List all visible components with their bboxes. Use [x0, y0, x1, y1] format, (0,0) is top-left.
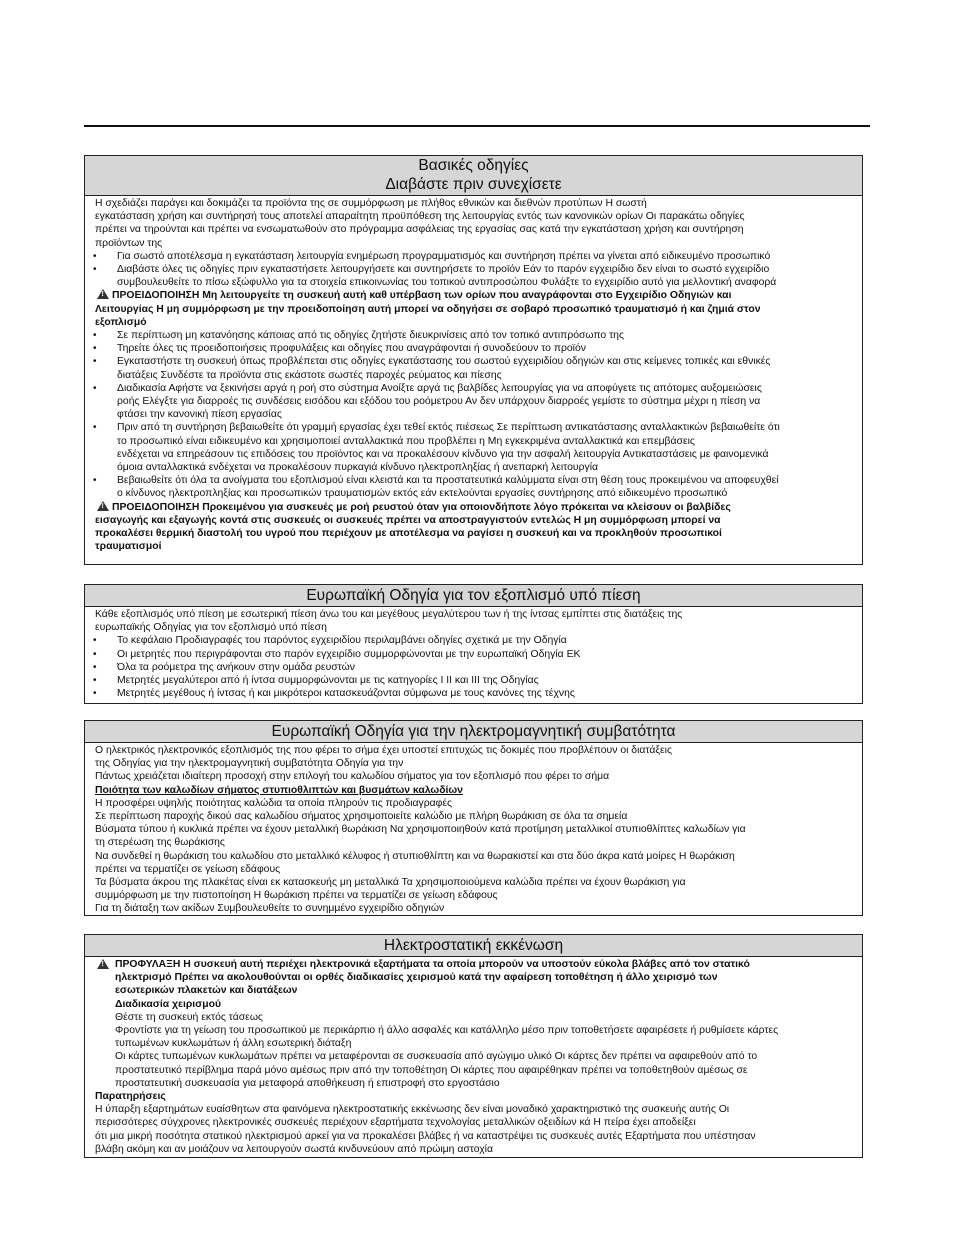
procedure-step: προστατευτική συσκευασία για μεταφορά αποθήκευση ή επιστροφή στο εργοστάσιο	[115, 1077, 500, 1089]
section-pressure-directive	[84, 584, 863, 704]
warning-block	[95, 501, 853, 554]
notes-line: ότι μια μικρή ποσότητα στατικού ηλεκτρισμού αρκεί για να προκαλέσει βλάβες ή να καταστρέψει τις συσκευές αυτές Εξαρτήματα που υπέστησαν	[95, 1130, 756, 1142]
procedure-step: Φροντίστε για τη γείωση του προσωπικού με περικάρπιο ή άλλο ασφαλές και κατάλληλο μέσο πριν τοποθετήσετε αφαιρέσετε ή ρυθμίσετε κάρτες	[115, 1025, 779, 1037]
section-esd	[84, 934, 863, 1158]
intro-line: Η σχεδιάζει παράγει και δοκιμάζει τα προϊόντα της σε συμμόρφωση με πλήθος εθνικών και διεθνών προτύπων Η σωστή	[95, 198, 647, 209]
section-basic-instructions	[84, 155, 863, 565]
paragraph-line: Βύσματα τύπου ή κυκλικά πρέπει να έχουν μεταλλική θωράκιση Να χρησιμοποιηθούν κατά προτίμηση μεταλλικοί στυπιοθλίπτες καλωδίων για	[95, 824, 746, 836]
intro-line: Κάθε εξοπλισμός υπό πίεση με εσωτερική πίεση άνω του και μεγέθους μεγαλύτερου των ή της ίντσας εμπίπτει στις διατάξεις της	[95, 609, 683, 620]
warning-text: εισαγωγής και εξαγωγής κοντά στις συσκευές οι συσκευές πρέπει να αποστραγγιστούν εντελώς Η μη συμμόρφωση μπορεί να	[95, 514, 721, 526]
warning-icon	[97, 501, 109, 511]
caution-icon	[97, 959, 109, 969]
list-item: • Το κεφάλαιο Προδιαγραφές του παρόντος εγχειριδίου περιλαμβάνει οδηγίες σχετικά με την Οδηγία	[95, 634, 853, 647]
list-item: • Μετρητές μεγαλύτεροι από ή ίντσα συμμορφώνονται με τις κατηγορίες I II και III της Οδηγίας	[95, 674, 853, 687]
list-item-text: ενδέχεται να επηρεάσουν τις επιδόσεις του προϊόντος και να προκαλέσουν κίνδυνο για την ασφαλή λειτουργία Αντικαταστάσεις με φαινομενικά	[117, 448, 769, 460]
list-item-text: συμβουλευθείτε το πίσω εξώφυλλο για τα στοιχεία επικοινωνίας του τοπικού αντιπροσώπου Φυλάξτε το εγχειρίδιο αυτό για μελλοντική αναφορά	[117, 277, 777, 289]
paragraph-line: Σε περίπτωση παροχής δικού σας καλωδίου σήματος χρησιμοποιείτε καλώδιο με πλήρη θωράκιση σε όλα τα σημεία	[95, 811, 628, 823]
section-body	[85, 607, 862, 703]
paragraph-line: Η προσφέρει υψηλής ποιότητας καλώδια τα οποία πληρούν τις προδιαγραφές	[95, 797, 453, 809]
caution-text: ΠΡΟΦΥΛΑΞΗ Η συσκευή αυτή περιέχει ηλεκτρονικά εξαρτήματα τα οποία μπορούν να υποστούν εύκολα βλάβες από τον στατικό	[115, 959, 750, 970]
warning-text: ΠΡΟΕΙΔΟΠΟΙΗΣΗ Προκειμένου για συσκευές με ροή ρευστού όταν για οποιονδήποτε λόγο πρόκειται να κλείσουν οι βαλβίδες	[112, 501, 731, 513]
list-item-text: • Σε περίπτωση μη κατανόησης κάποιας από τις οδηγίες ζητήστε διευκρινίσεις από τον τοπικό αντιπρόσωπο της	[117, 330, 624, 342]
caution-text: εσωτερικών πλακετών και διατάξεων	[115, 985, 298, 997]
warning-text: ΠΡΟΕΙΔΟΠΟΙΗΣΗ Μη λειτουργείτε τη συσκευή αυτή καθ υπέρβαση των ορίων που αναγράφονται στο Εγχειρίδιο Οδηγιών και	[112, 290, 732, 302]
list-item-text: ο κίνδυνος ηλεκτροπληξίας και προσωπικών τραυματισμών εκτός εάν εκτελούνται εργασίες συντήρησης από ειδικευμένο προσωπικό	[117, 488, 728, 500]
list-item: • Οι μετρητές που περιγράφονται στο παρόν εγχειρίδιο συμμορφώνονται με την ευρωπαϊκή Οδηγία ΕΚ	[95, 648, 853, 661]
list-item-text: • Εγκαταστήστε τη συσκευή όπως προβλέπεται στις οδηγίες εγκατάστασης του σωστού εγχειριδίου οδηγιών και στις κείμενες τοπικές και εθνικές	[117, 356, 771, 368]
list-item	[95, 263, 853, 289]
section-body	[85, 743, 862, 919]
section-body	[85, 957, 862, 1159]
paragraph-line: τη στερέωση της θωράκισης	[95, 837, 225, 849]
paragraph-line: Τα βύσματα άκρου της πλακέτας είναι εκ κατασκευής μη μεταλλικά Τα χρησιμοποιούμενα καλώδια πρέπει να έχουν θωράκιση για	[95, 877, 686, 889]
warning-text: τραυματισμοί	[95, 541, 162, 553]
list-item-text: διατάξεις Συνδέστε τα προϊόντα στις εκάστοτε σωστές παροχές ρεύματος και πίεσης	[117, 369, 502, 381]
list-item-text: • Για σωστό αποτέλεσμα η εγκατάσταση λειτουργία ενημέρωση προγραμματισμός και συντήρηση πρέπει να γίνεται από ειδικευμένο προσωπικό	[117, 250, 771, 262]
intro-line: ευρωπαϊκής Οδηγίας για τον εξοπλισμό υπό πίεση	[95, 622, 327, 634]
paragraph-line: Ο ηλεκτρικός ηλεκτρονικός εξοπλισμός της που φέρει το σήμα έχει υποστεί επιτυχώς τις δοκιμές που προβλέπουν οι διατάξεις	[95, 745, 672, 756]
paragraph-line: Για τη διάταξη των ακίδων Συμβουλευθείτε το συνημμένο εγχειρίδιο οδηγιών	[95, 903, 445, 915]
list-item: • Όλα τα ροόμετρα της ανήκουν στην ομάδα ρευστών	[95, 661, 853, 674]
paragraph-line: Να συνδεθεί η θωράκιση του καλωδίου στο μεταλλικό κέλυφος ή στυπιοθλίπτη και να θωρακιστεί και στα δύο άκρα κατά μοίρες Η θωράκιση	[95, 850, 735, 862]
section-header	[85, 156, 862, 196]
section-subtitle: Διαβάστε πριν συνεχίσετε	[385, 175, 562, 193]
list-item-text: • Βεβαιωθείτε ότι όλα τα ανοίγματα του εξοπλισμού είναι κλειστά και τα προστατευτικά καλύμματα είναι στη θέση τους προκειμένου να αποφευχθεί	[117, 475, 779, 487]
top-rule	[84, 125, 870, 127]
procedure-step: τυπωμένων κυκλωμάτων ή άλλη εσωτερική διάταξη	[115, 1038, 352, 1050]
list-item	[95, 421, 853, 474]
list-item: • Μετρητές μεγέθους ή ίντσας ή και μικρότεροι κατασκευάζονται σύμφωνα με τους κανόνες της τέχνης	[95, 687, 853, 700]
list-item-text: ροής Ελέγξτε για διαρροές τις συνδέσεις εισόδου και εξόδου του ροόμετρου Αν δεν υπάρχουν διαρροές γεμίστε το σύστημα μέχρι η πίεση να	[117, 396, 761, 408]
section-header: Ευρωπαϊκή Οδηγία για την ηλεκτρομαγνητική συμβατότητα	[85, 721, 862, 743]
procedure-step: προστατευτικό περίβλημα παρά μόνο αμέσως πριν από την τοποθέτηση Οι κάρτες που αφαιρέθηκαν πρέπει να τοποθετηθούν αμέσως σε	[115, 1064, 748, 1076]
paragraph-line: Πάντως χρειάζεται ιδιαίτερη προσοχή στην επιλογή του καλωδίου σήματος για τον εξοπλισμό που φέρει το σήμα	[95, 771, 610, 783]
procedure-steps	[95, 1011, 853, 1090]
notes-line: περισσότερες σύγχρονες ηλεκτρονικές συσκευές περιέχουν εξαρτήματα τεχνολογίας μεταλλικών οξειδίων κά Η πείρα έχει αποδείξει	[95, 1117, 696, 1129]
caution-block	[95, 958, 853, 1011]
warning-text: εξοπλισμό	[95, 316, 147, 328]
procedure-title: Διαδικασία χειρισμού	[115, 998, 222, 1010]
warning-block	[95, 289, 853, 329]
intro-line: προϊόντων της	[95, 237, 163, 249]
list-item-text: • Πριν από τη συντήρηση βεβαιωθείτε ότι γραμμή εργασίας έχει τεθεί εκτός πιέσεως Σε περίπτωση αντικατάστασης ανταλλακτικών βεβαιωθείτε ότι	[117, 422, 780, 434]
notes-title: Παρατηρήσεις	[95, 1091, 166, 1103]
caution-text: ηλεκτρισμό Πρέπει να ακολουθούνται οι ορθές διαδικασίες χειρισμού κατά την αφαίρεση τοποθέτηση ή άλλο χειρισμό των	[115, 972, 718, 984]
list-item-text: το προσωπικό είναι ειδικευμένο και χρησιμοποιεί ανταλλακτικά που προβλέπει η Μη εγκεκριμένα ανταλλακτικά και επεμβάσεις	[117, 435, 695, 447]
list-item-text: • Τηρείτε όλες τις προειδοποιήσεις προφυλάξεις και οδηγίες που αναγράφονται ή συνοδεύουν το προϊόν	[117, 343, 586, 355]
list-item	[95, 250, 853, 263]
paragraph-line: της Οδηγίας για την ηλεκτρομαγνητική συμβατότητα Οδηγία για την	[95, 758, 404, 770]
procedure-step: Θέστε τη συσκευή εκτός τάσεως	[115, 1011, 263, 1023]
subheading: Ποιότητα των καλωδίων σήματος στυπιοθλιπτών και βυσμάτων καλωδίων	[95, 784, 463, 796]
section-header: Ηλεκτροστατική εκκένωση	[85, 935, 862, 957]
list-item-text: • Διαβάστε όλες τις οδηγίες πριν εγκαταστήσετε λειτουργήσετε και συντηρήσετε το προϊόν Εάν το παρόν εγχειρίδιο δεν είναι το σωστό εγχειρίδιο	[117, 264, 770, 276]
paragraph-line: συμμόρφωση με την πιστοποίηση Η θωράκιση πρέπει να τερματίζει σε γείωση εδάφους	[95, 890, 498, 902]
notes-line: βλάβη ακόμη και αν μοιάζουν να λειτουργούν σωστά κινδυνεύουν από πρώιμη αστοχία	[95, 1143, 493, 1155]
paragraph-line: πρέπει να τερματίζει σε γείωση εδάφους	[95, 863, 281, 875]
list-item	[95, 329, 853, 342]
warning-icon	[97, 289, 109, 299]
section-emc-directive	[84, 720, 863, 916]
list-item	[95, 355, 853, 381]
list-item-text: φτάσει την κανονική πίεση εργασίας	[117, 409, 282, 421]
section-body	[85, 196, 862, 556]
warning-text: Λειτουργίας Η μη συμμόρφωση με την προειδοποίηση αυτή μπορεί να οδηγήσει σε σοβαρό προσωπικό τραυματισμό ή και ζημιά στον	[95, 303, 761, 315]
list-item	[95, 474, 853, 500]
section-title: Βασικές οδηγίες	[418, 157, 529, 174]
intro-line: πρέπει να τηρούνται και πρέπει να ενσωματωθούν στο πρόγραμμα ασφάλειας της εργασίας σας κατά την εγκατάσταση χρήση και συντήρηση	[95, 224, 744, 236]
list-item-text: • Διαδικασία Αφήστε να ξεκινήσει αργά η ροή στο σύστημα Ανοίξτε αργά τις βαλβίδες λειτουργίας για να αποφύγετε τις απότομες αυξομειώσεις	[117, 382, 762, 394]
intro-line: εγκατάσταση χρήση και συντήρησή τους αποτελεί απαραίτητη προϋπόθεση της λειτουργίας εντός των κανονικών ορίων Οι παρακάτω οδηγίες	[95, 211, 745, 223]
section-header: Ευρωπαϊκή Οδηγία για τον εξοπλισμό υπό πίεση	[85, 585, 862, 607]
procedure-step: Οι κάρτες τυπωμένων κυκλωμάτων πρέπει να μεταφέρονται σε συσκευασία από αγώγιμο υλικό Οι κάρτες δεν πρέπει να αφαιρεθούν από το	[115, 1051, 758, 1063]
warning-text: προκαλέσει θερμική διαστολή του υγρού που περιέχουν με αποτέλεσμα να ραγίσει η συσκευή και να προκληθούν προσωπικοί	[95, 528, 722, 540]
list-item	[95, 342, 853, 355]
list-item-text: όμοια ανταλλακτικά ενδέχεται να προκαλέσουν πυρκαγιά κίνδυνο ηλεκτροπληξίας ή ανεπαρκή λειτουργία	[117, 462, 599, 474]
list-item	[95, 382, 853, 422]
notes-line: Η ύπαρξη εξαρτημάτων ευαίσθητων στα φαινόμενα ηλεκτροστατικής εκκένωσης δεν είναι μοναδικό χαρακτηριστικό της συσκευής αυτής Οι	[95, 1104, 730, 1116]
